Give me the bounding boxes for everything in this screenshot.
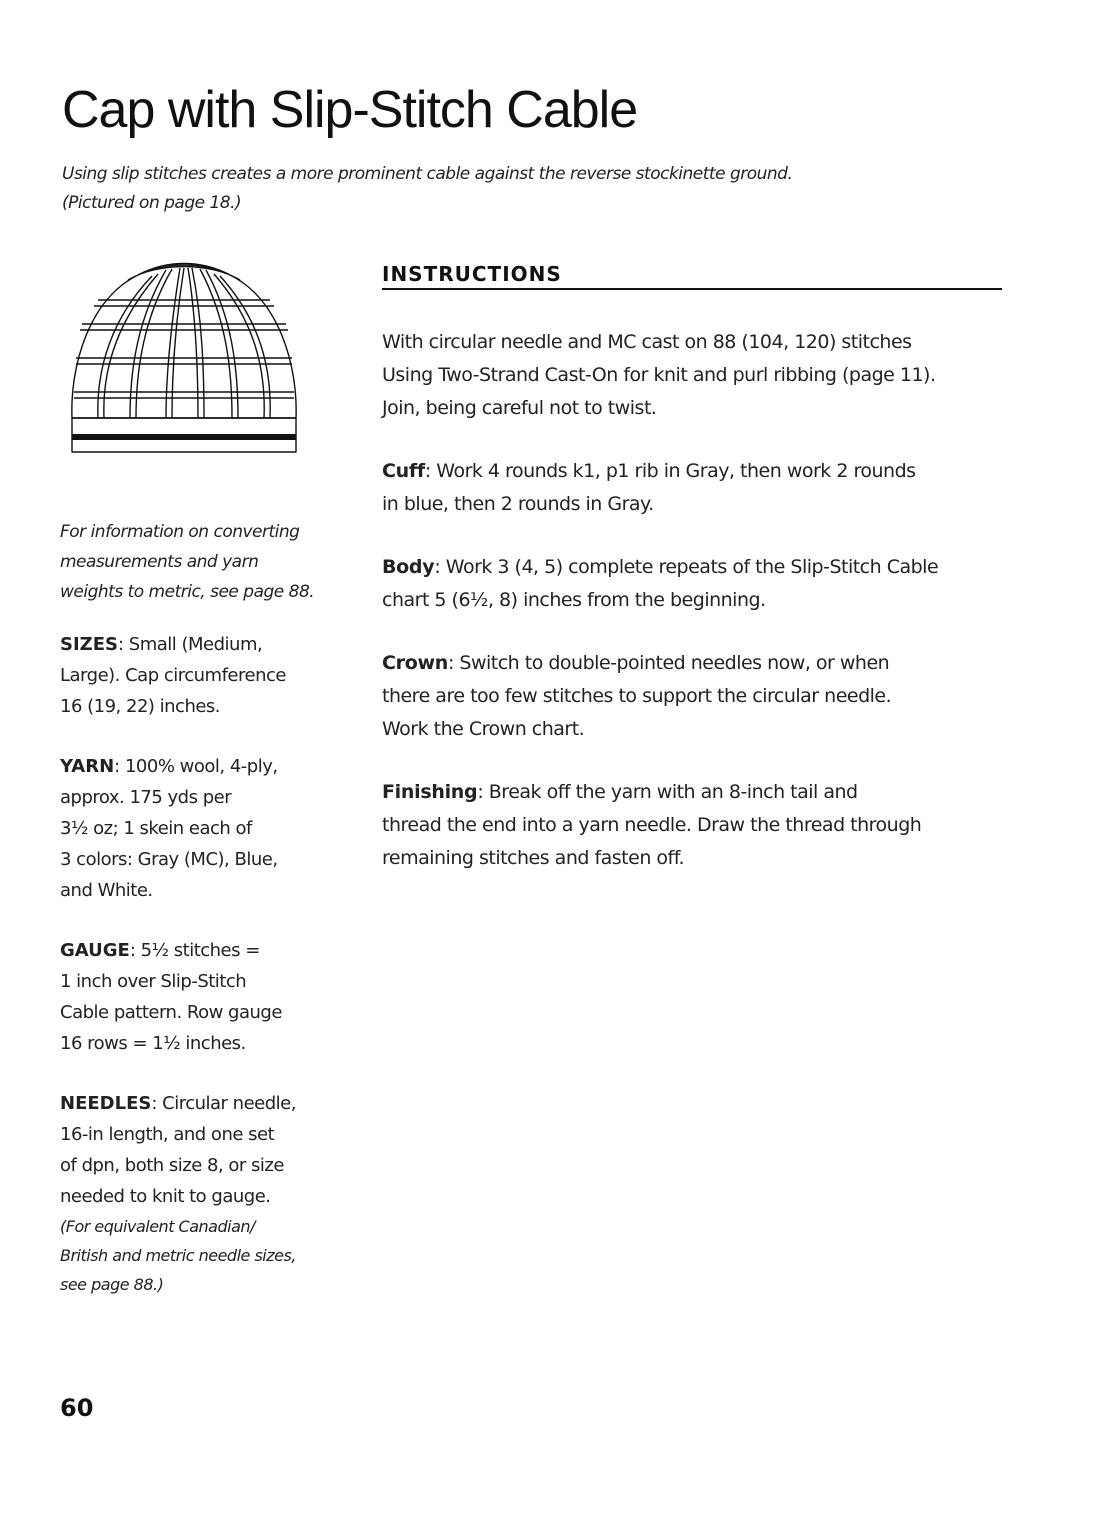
gauge-spec: GAUGE: 5½ stitches = 1 inch over Slip-Stitch Cable pattern. Row gauge 16 rows = 1½ inches.	[60, 940, 282, 1054]
page-title: Cap with Slip-Stitch Cable	[62, 81, 638, 139]
metric-conversion-note: For information on converting measurements and yarn weights to metric, see page 88.	[60, 522, 315, 602]
needles-spec: NEEDLES: Circular needle, 16-in length, and one set of dpn, both size 8, or size needed to knit to gauge. (For equivalent Canadian/ British and metric needle sizes, see page 88.)	[60, 1088, 335, 1299]
instructions-heading: INSTRUCTIONS	[382, 262, 1002, 290]
cap-illustration	[68, 258, 300, 458]
sizes-label: SIZES	[60, 634, 118, 655]
body-paragraph: Body: Work 3 (4, 5) complete repeats of the Slip-Stitch Cable chart 5 (6½, 8) inches from the beginning.	[382, 556, 939, 611]
yarn-label: YARN	[60, 756, 115, 777]
finishing-paragraph: Finishing: Break off the yarn with an 8-inch tail and thread the end into a yarn needle. Draw the thread through remaining stitches and fasten off.	[382, 781, 922, 869]
intro-line: (Pictured on page 18.)	[62, 193, 242, 213]
body-label: Body	[382, 556, 435, 578]
intro-line: Using slip stitches creates a more prominent cable against the reverse stockinette ground.	[62, 164, 793, 184]
cuff-paragraph: Cuff: Work 4 rounds k1, p1 rib in Gray, then work 2 rounds in blue, then 2 rounds in Gray.	[382, 460, 916, 515]
intro-text	[62, 160, 962, 218]
gauge-label: GAUGE	[60, 940, 130, 961]
yarn-spec: YARN: 100% wool, 4-ply, approx. 175 yds per 3½ oz; 1 skein each of 3 colors: Gray (MC), Blue, and White.	[60, 756, 278, 901]
cuff-label: Cuff	[382, 460, 425, 482]
crown-label: Crown	[382, 652, 448, 674]
instructions-column	[382, 262, 1002, 875]
cast-on-paragraph: With circular needle and MC cast on 88 (104, 120) stitches Using Two-Strand Cast-On for knit and purl ribbing (page 11). Join, being careful not to twist.	[382, 331, 936, 419]
page-number: 60	[60, 1394, 94, 1422]
finishing-label: Finishing	[382, 781, 478, 803]
needle-size-note: (For equivalent Canadian/ British and metric needle sizes, see page 88.)	[60, 1217, 296, 1294]
sizes-spec: SIZES: Small (Medium, Large). Cap circumference 16 (19, 22) inches.	[60, 634, 286, 717]
needles-label: NEEDLES	[60, 1093, 152, 1114]
specs-column	[60, 517, 335, 1328]
crown-paragraph: Crown: Switch to double-pointed needles now, or when there are too few stitches to support the circular needle. Work the Crown chart.	[382, 652, 892, 740]
